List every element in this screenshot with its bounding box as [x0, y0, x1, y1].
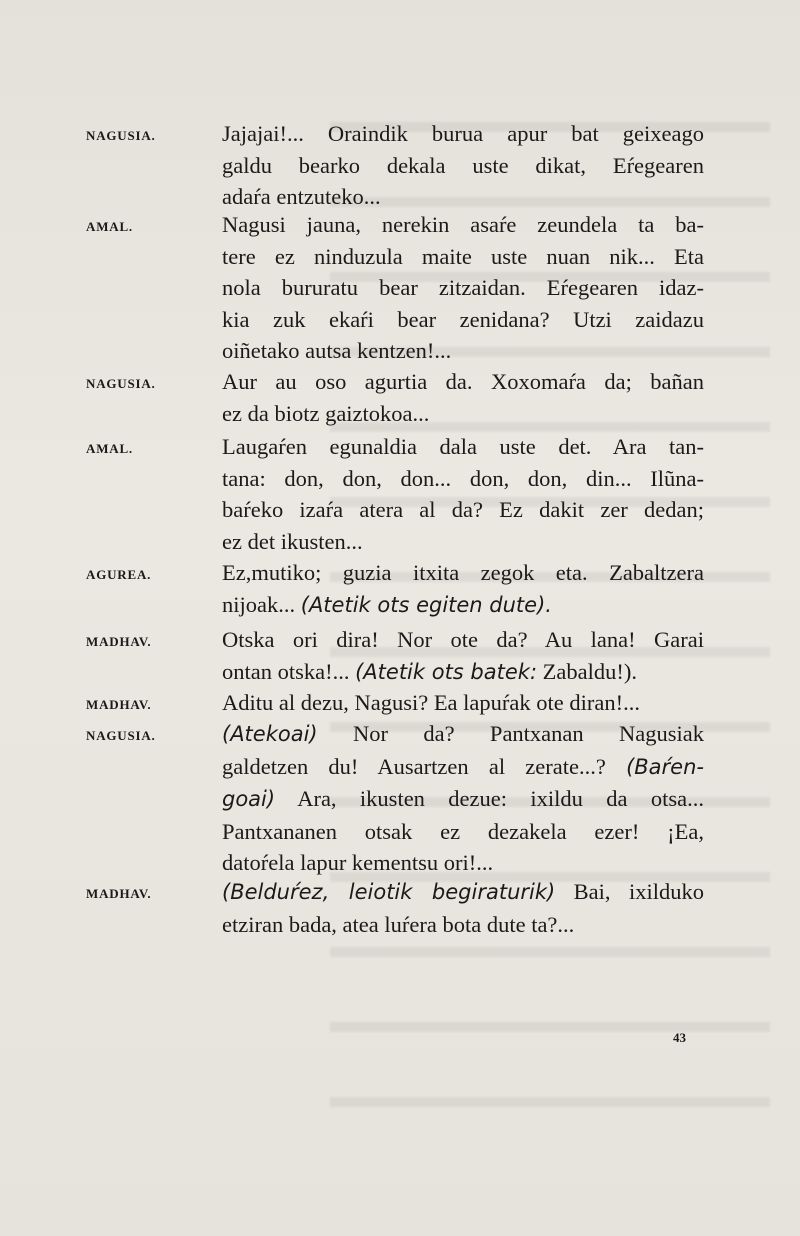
speech-line — [222, 118, 704, 150]
stage-direction: goai) — [222, 787, 276, 811]
speech-line — [222, 398, 704, 430]
speech-line — [222, 687, 704, 719]
speech-line — [222, 589, 704, 622]
speech-segment: tana: don, don, don... don, don, din... Ilũna- — [222, 465, 704, 491]
stage-direction: (Atekoai) — [222, 722, 318, 746]
speech-segment: Bai, ixilduko — [555, 879, 705, 904]
speech-text — [222, 718, 704, 879]
speaker-name: NAGUSIA. — [86, 728, 156, 743]
speech-segment: Aditu al dezu, Nagusi? Ea lapuŕak ote diran!... — [222, 690, 640, 715]
speech-segment: Aur au oso agurtia da. Xoxomaŕa da; bañan — [222, 369, 704, 394]
speech-line — [222, 241, 704, 273]
speaker-name: AGUREA. — [86, 567, 152, 582]
speech-segment: Pantxananen otsak ez dezakela ezer! ¡Ea, — [222, 818, 704, 844]
speaker-name: NAGUSIA. — [86, 376, 156, 391]
speech-segment: baŕeko izaŕa atera al da? Ez dakit zer dedan; — [222, 497, 704, 522]
speech-line — [222, 209, 704, 241]
speech-text — [222, 557, 704, 621]
speech-line — [222, 526, 704, 558]
speech-line — [222, 656, 704, 689]
speech-segment: datoŕela lapur kementsu ori!... — [222, 850, 494, 875]
speech-line — [222, 816, 704, 848]
speech-segment: Jajajai!... Oraindik burua apur bat geixeago — [222, 121, 704, 146]
speech-line — [222, 181, 704, 213]
stage-direction: (Belduŕez, leiotik begiraturik) — [222, 880, 556, 904]
speech-line — [222, 624, 704, 656]
speech-line — [222, 909, 704, 941]
speech-line — [222, 751, 704, 784]
speech-line — [222, 718, 704, 751]
speech-text — [222, 431, 704, 557]
speech-line — [222, 463, 704, 495]
speech-segment: ontan otska!... — [222, 658, 356, 684]
speech-text — [222, 209, 704, 367]
speech-segment: nola bururatu bear zitzaidan. Eŕegearen idaz- — [222, 275, 704, 300]
speech-segment: ez det ikusten... — [222, 528, 363, 554]
speech-segment: Nor da? Pantxanan Nagusiak — [317, 721, 704, 746]
speech-line — [222, 272, 704, 304]
speech-segment: adaŕa entzuteko... — [222, 184, 381, 209]
speech-line — [222, 150, 704, 182]
speech-text — [222, 687, 704, 719]
speech-segment: Laugaŕen egunaldia dala uste det. Ara tan- — [222, 434, 704, 459]
speech-segment: galdu bearko dekala uste dikat, Eŕegearen — [222, 152, 704, 178]
speech-segment: kia zuk ekaŕi bear zenidana? Utzi zaidazu — [222, 306, 704, 332]
speech-segment: oiñetako autsa kentzen!... — [222, 338, 452, 363]
speech-text — [222, 876, 704, 940]
speech-line — [222, 783, 704, 816]
speech-line — [222, 494, 704, 526]
speech-segment: nijoak... — [222, 591, 301, 617]
speech-segment: galdetzen du! Ausartzen al zerate...? — [222, 753, 627, 779]
speech-segment: Nagusi jauna, nerekin asaŕe zeundela ta ba- — [222, 212, 704, 237]
stage-direction: (Baŕen- — [626, 754, 704, 779]
speech-segment: Zabaldu!). — [537, 658, 637, 684]
speech-segment: ez da biotz gaiztokoa... — [222, 400, 430, 426]
speaker-name: MADHAV. — [86, 886, 152, 901]
speech-text — [222, 118, 704, 213]
speech-segment: Ez,mutiko; guzia itxita zegok eta. Zabaltzera — [222, 560, 704, 585]
speech-line — [222, 304, 704, 336]
speech-segment: Ara, ikusten dezue: ixildu da otsa... — [275, 786, 704, 811]
speech-text — [222, 366, 704, 429]
speech-line — [222, 876, 704, 909]
speech-line — [222, 847, 704, 879]
speaker-name: MADHAV. — [86, 634, 152, 649]
speech-line — [222, 557, 704, 589]
speech-line — [222, 335, 704, 367]
stage-direction: (Atetik ots batek: — [355, 659, 538, 684]
stage-direction: (Atetik ots egiten dute). — [300, 592, 552, 617]
speech-line — [222, 431, 704, 463]
speaker-name: NAGUSIA. — [86, 128, 156, 143]
speech-segment: tere ez ninduzula maite uste nuan nik... Eta — [222, 243, 704, 269]
speaker-name: MADHAV. — [86, 697, 152, 712]
page-number: 43 — [673, 1030, 686, 1045]
speaker-name: AMAL. — [86, 219, 133, 234]
speech-text — [222, 624, 704, 688]
speech-segment: etziran bada, atea luŕera bota dute ta?... — [222, 911, 575, 937]
speech-line — [222, 366, 704, 398]
speaker-name: AMAL. — [86, 441, 133, 456]
speech-segment: Otska ori dira! Nor ote da? Au lana! Garai — [222, 627, 704, 652]
